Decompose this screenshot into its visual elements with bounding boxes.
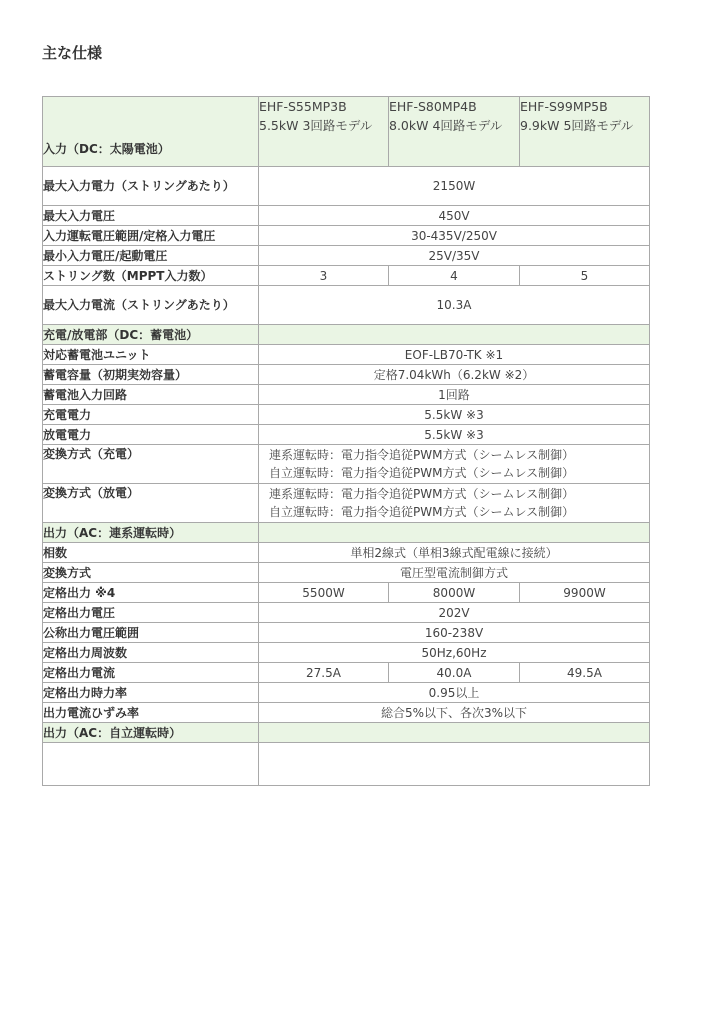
row-value: 1回路 [259, 385, 650, 405]
table-row [43, 543, 650, 563]
row-value [259, 445, 650, 484]
section-filler [259, 523, 650, 543]
row-value-model-2: 8000W [389, 583, 520, 603]
table-row [43, 365, 650, 385]
table-row [43, 266, 650, 286]
row-value-model-1: 27.5A [259, 663, 389, 683]
model-header-3 [520, 97, 650, 167]
value-line-2: 自立運転時：電力指令追従PWM方式（シームレス制御） [269, 466, 575, 480]
value-line-1: 連系運転時：電力指令追従PWM方式（シームレス制御） [269, 448, 575, 462]
page-title: 主な仕様 [42, 44, 103, 62]
spec-table [42, 96, 650, 786]
row-value: 5.5kW ※3 [259, 405, 650, 425]
table-row [43, 445, 650, 484]
table-row [43, 484, 650, 523]
table-row [43, 226, 650, 246]
model-header-1 [259, 97, 389, 167]
table-row [43, 246, 650, 266]
row-value: 202V [259, 603, 650, 623]
row-value-model-3: 9900W [520, 583, 650, 603]
section-label: 出力（AC：連系運転時） [43, 523, 259, 543]
row-value: 25V/35V [259, 246, 650, 266]
section-label: 出力（AC：自立運転時） [43, 723, 259, 743]
row-label: 相数 [43, 543, 259, 563]
row-label: 蓄電池入力回路 [43, 385, 259, 405]
row-value: 5.5kW ※3 [259, 425, 650, 445]
model-name-2: EHF-S80MP4B [389, 99, 477, 114]
model-header-2 [389, 97, 520, 167]
row-label: 変換方式（充電） [43, 445, 259, 484]
row-value: 電圧型電流制御方式 [259, 563, 650, 583]
table-row [43, 603, 650, 623]
row-label: 最大入力電圧 [43, 206, 259, 226]
row-value-model-1: 5500W [259, 583, 389, 603]
table-row [43, 167, 650, 206]
row-value-model-2: 4 [389, 266, 520, 286]
table-row [43, 703, 650, 723]
model-desc-3: 9.9kW 5回路モデル [520, 118, 634, 133]
row-value-model-3: 49.5A [520, 663, 650, 683]
row-label: 定格出力 ※4 [43, 583, 259, 603]
row-label: 定格出力周波数 [43, 643, 259, 663]
row-value [259, 743, 650, 786]
row-value-model-3: 5 [520, 266, 650, 286]
table-row [43, 643, 650, 663]
table-row [43, 623, 650, 643]
row-label: 対応蓄電池ユニット [43, 345, 259, 365]
table-row [43, 206, 650, 226]
row-value [259, 484, 650, 523]
row-value: 2150W [259, 167, 650, 206]
row-label: 放電電力 [43, 425, 259, 445]
table-row [43, 663, 650, 683]
model-desc-2: 8.0kW 4回路モデル [389, 118, 503, 133]
row-value: EOF-LB70-TK ※1 [259, 345, 650, 365]
table-row [43, 583, 650, 603]
row-label: 充電電力 [43, 405, 259, 425]
row-label: 蓄電容量（初期実効容量） [43, 365, 259, 385]
section-row [43, 325, 650, 345]
row-label [43, 743, 259, 786]
table-row [43, 683, 650, 703]
row-value: 単相2線式（単相3線式配電線に接続） [259, 543, 650, 563]
row-value: 30-435V/250V [259, 226, 650, 246]
section-label: 充電/放電部（DC：蓄電池） [43, 325, 259, 345]
row-value: 50Hz,60Hz [259, 643, 650, 663]
row-value: 450V [259, 206, 650, 226]
row-value: 160-238V [259, 623, 650, 643]
row-value-model-1: 3 [259, 266, 389, 286]
row-label: ストリング数（MPPT入力数） [43, 266, 259, 286]
row-label: 入力運転電圧範囲/定格入力電圧 [43, 226, 259, 246]
row-label: 出力電流ひずみ率 [43, 703, 259, 723]
row-value: 定格7.04kWh（6.2kW ※2） [259, 365, 650, 385]
row-value: 0.95以上 [259, 683, 650, 703]
value-line-2: 自立運転時：電力指令追従PWM方式（シームレス制御） [269, 505, 575, 519]
row-label: 変換方式（放電） [43, 484, 259, 523]
section-row [43, 523, 650, 543]
row-label: 変換方式 [43, 563, 259, 583]
model-desc-1: 5.5kW 3回路モデル [259, 118, 373, 133]
table-row [43, 345, 650, 365]
row-label: 定格出力電圧 [43, 603, 259, 623]
table-row [43, 563, 650, 583]
table-row [43, 385, 650, 405]
row-label: 定格出力電流 [43, 663, 259, 683]
value-line-1: 連系運転時：電力指令追従PWM方式（シームレス制御） [269, 487, 575, 501]
section-filler [259, 723, 650, 743]
model-name-1: EHF-S55MP3B [259, 99, 347, 114]
row-label: 最大入力電流（ストリングあたり） [43, 286, 259, 325]
section-filler [259, 325, 650, 345]
table-row [43, 286, 650, 325]
row-value: 10.3A [259, 286, 650, 325]
model-name-3: EHF-S99MP5B [520, 99, 608, 114]
row-label: 最大入力電力（ストリングあたり） [43, 167, 259, 206]
row-label: 定格出力時力率 [43, 683, 259, 703]
table-header-row [43, 97, 650, 167]
table-row [43, 743, 650, 786]
table-row [43, 405, 650, 425]
section-row [43, 723, 650, 743]
table-row [43, 425, 650, 445]
row-label: 公称出力電圧範囲 [43, 623, 259, 643]
header-section-label: 入力（DC：太陽電池） [43, 97, 259, 167]
row-value-model-2: 40.0A [389, 663, 520, 683]
row-label: 最小入力電圧/起動電圧 [43, 246, 259, 266]
row-value: 総合5%以下、各次3%以下 [259, 703, 650, 723]
